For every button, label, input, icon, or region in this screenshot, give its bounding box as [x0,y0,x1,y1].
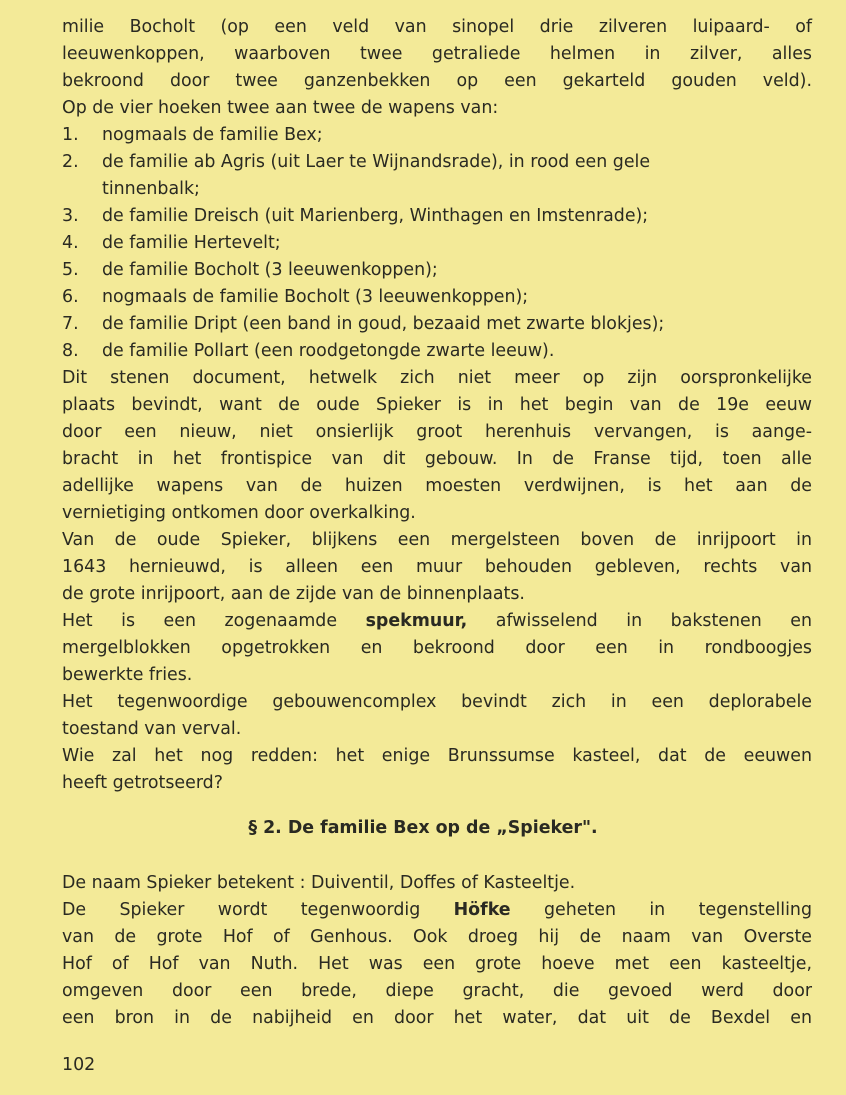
text-line: Op de vier hoeken twee aan twee de wapens van: [62,98,499,118]
text-line: bekroond door twee ganzenbekken op een gekarteld gouden veld). [62,71,812,91]
text-line: heeft getrotseerd? [62,773,223,793]
list-item [62,176,812,203]
text-line: Van de oude Spieker, blijkens een mergelsteen boven de inrijpoort in [62,530,812,550]
list-text: de familie Dreisch (uit Marienberg, Winthagen en Imstenrade); [102,206,649,226]
list-text: de familie ab Agris (uit Laer te Wijnandsrade), in rood een gele [102,152,651,172]
text-segment: geheten in tegenstelling [510,900,812,920]
text-line: toestand van verval. [62,719,242,739]
text-line: leeuwenkoppen, waarboven twee getraliede helmen in zilver, alles [62,44,812,64]
list-text: tinnenbalk; [102,179,200,199]
section-heading: § 2. De familie Bex op de „Spieker". [248,818,598,838]
bold-term: spekmuur, [365,611,468,631]
text-line: bewerkte fries. [62,665,193,685]
list-number: 7. [62,314,79,334]
text-line: bracht in het frontispice van dit gebouw. In de Franse tijd, toen alle [62,449,812,469]
text-line: de grote inrijpoort, aan de zijde van de binnenplaats. [62,584,525,604]
text-line: mergelblokken opgetrokken en bekroond door een in rondboogjes [62,638,812,658]
text-line: Hof of Hof van Nuth. Het was een grote hoeve met een kasteeltje, [62,954,812,974]
text-line: Het tegenwoordige gebouwencomplex bevindt zich in een deplorabele [62,692,812,712]
list-text: de familie Bocholt (3 leeuwenkoppen); [102,260,438,280]
list-number: 3. [62,206,79,226]
list-number: 4. [62,233,79,253]
list-text: de familie Dript (een band in goud, bezaaid met zwarte blokjes); [102,314,665,334]
main-text [62,14,812,797]
text-line: adellijke wapens van de huizen moesten verdwijnen, is het aan de [62,476,812,496]
list-item [62,257,812,284]
list-text: de familie Hertevelt; [102,233,281,253]
list-item [62,338,812,365]
text-segment: afwisselend in bakstenen en [467,611,812,631]
text-line: door een nieuw, niet onsierlijk groot herenhuis vervangen, is aange- [62,422,812,442]
list-item [62,230,812,257]
text-line: Dit stenen document, hetwelk zich niet meer op zijn oorspronkelijke [62,368,812,388]
list-number: 2. [62,152,79,172]
text-segment: De Spieker wordt tegenwoordig [62,900,454,920]
text-line: 1643 hernieuwd, is alleen een muur behouden gebleven, rechts van [62,557,812,577]
text-line [62,608,812,635]
text-line [62,897,812,924]
list-item [62,149,812,176]
text-line: van de grote Hof of Genhous. Ook droeg hij de naam van Overste [62,927,812,947]
text-line: plaats bevindt, want de oude Spieker is in het begin van de 19e eeuw [62,395,812,415]
list-item [62,311,812,338]
list-item [62,122,812,149]
list-number: 8. [62,341,79,361]
page-number: 102 [62,1055,96,1075]
text-line: een bron in de nabijheid en door het water, dat uit de Bexdel en [62,1008,812,1028]
text-line: Wie zal het nog redden: het enige Brunssumse kasteel, dat de eeuwen [62,746,812,766]
list-number: 6. [62,287,79,307]
bold-term: Höfke [453,900,511,920]
list-text: de familie Pollart (een roodgetongde zwarte leeuw). [102,341,555,361]
text-line: De naam Spieker betekent : Duiventil, Doffes of Kasteeltje. [62,873,576,893]
text-segment: Het is een zogenaamde [62,611,366,631]
list-number: 1. [62,125,79,145]
text-line: milie Bocholt (op een veld van sinopel drie zilveren luipaard- of [62,17,812,37]
list-item [62,203,812,230]
list-number: 5. [62,260,79,280]
text-line: omgeven door een brede, diepe gracht, die gevoed werd door [62,981,812,1001]
coat-of-arms-list [62,122,812,365]
list-text: nogmaals de familie Bocholt (3 leeuwenkoppen); [102,287,529,307]
section-text [62,870,812,1032]
list-text: nogmaals de familie Bex; [102,125,323,145]
text-line: vernietiging ontkomen door overkalking. [62,503,416,523]
list-item [62,284,812,311]
